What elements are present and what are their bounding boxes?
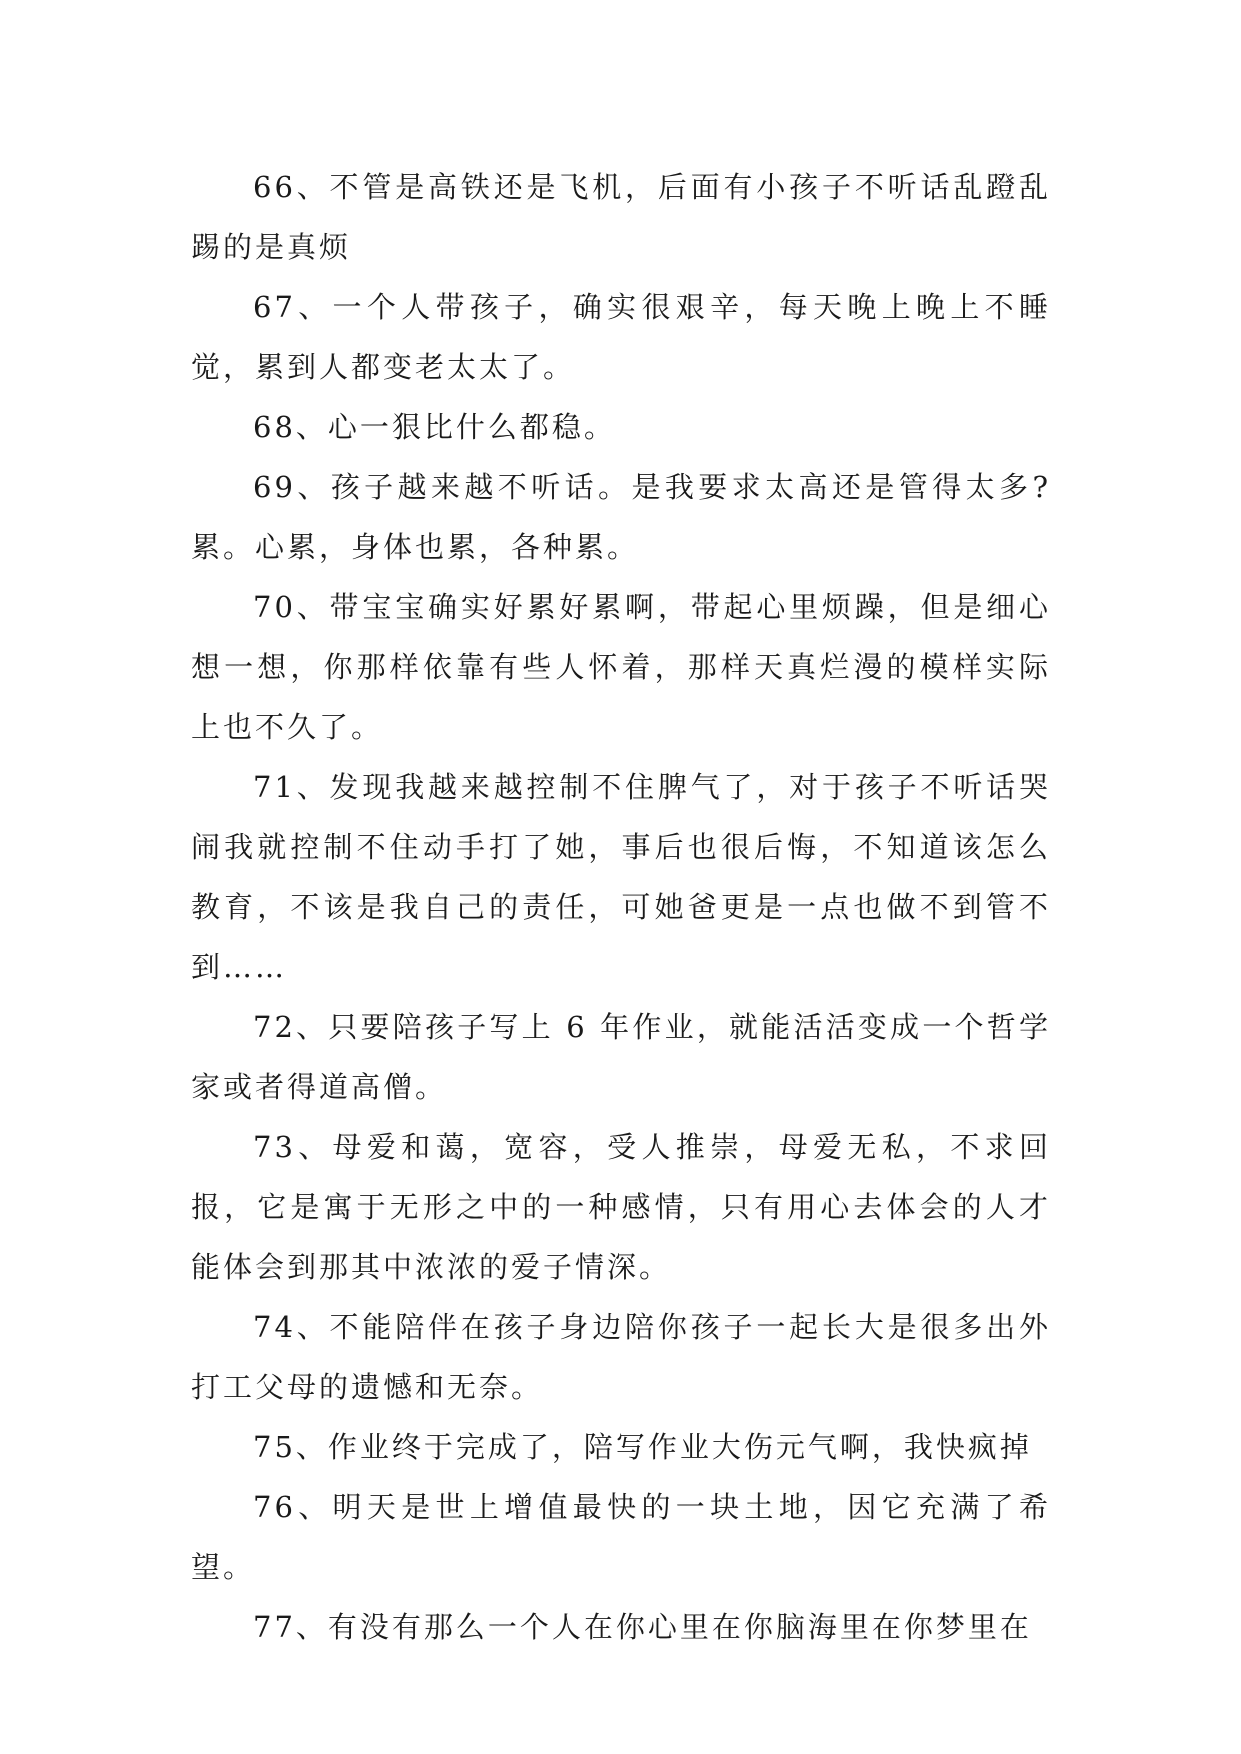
paragraph-75: 75、作业终于完成了，陪写作业大伤元气啊，我快疯掉 [253, 1430, 1032, 1464]
paragraph-74: 74、不能陪伴在孩子身边陪你孩子一起长大是很多出外打工父母的遗憾和无奈。 [191, 1310, 1051, 1404]
paragraph-68: 68、心一狠比什么都稳。 [253, 410, 616, 444]
paragraph-76: 76、明天是世上增值最快的一块土地，因它充满了希望。 [191, 1490, 1051, 1584]
paragraph-70: 70、带宝宝确实好累好累啊，带起心里烦躁，但是细心想一想，你那样依靠有些人怀着，那样天真烂漫的模样实际上也不久了。 [191, 590, 1051, 744]
paragraph-73: 73、母爱和蔼，宽容，受人推崇，母爱无私，不求回报，它是寓于无形之中的一种感情，只有用心去体会的人才能体会到那其中浓浓的爱子情深。 [191, 1130, 1051, 1284]
paragraph-66: 66、不管是高铁还是飞机，后面有小孩子不听话乱蹬乱踢的是真烦 [191, 170, 1051, 264]
paragraph-71: 71、发现我越来越控制不住脾气了，对于孩子不听话哭闹我就控制不住动手打了她，事后也很后悔，不知道该怎么教育，不该是我自己的责任，可她爸更是一点也做不到管不到…… [191, 770, 1051, 984]
paragraph-72: 72、只要陪孩子写上 6 年作业，就能活活变成一个哲学家或者得道高僧。 [191, 1010, 1051, 1104]
paragraph-67: 67、一个人带孩子，确实很艰辛，每天晚上晚上不睡觉，累到人都变老太太了。 [191, 290, 1051, 384]
paragraph-77: 77、有没有那么一个人在你心里在你脑海里在你梦里在 [253, 1610, 1032, 1644]
paragraph-69: 69、孩子越来越不听话。是我要求太高还是管得太多?累。心累，身体也累，各种累。 [191, 470, 1051, 564]
document-body [191, 157, 1051, 1657]
